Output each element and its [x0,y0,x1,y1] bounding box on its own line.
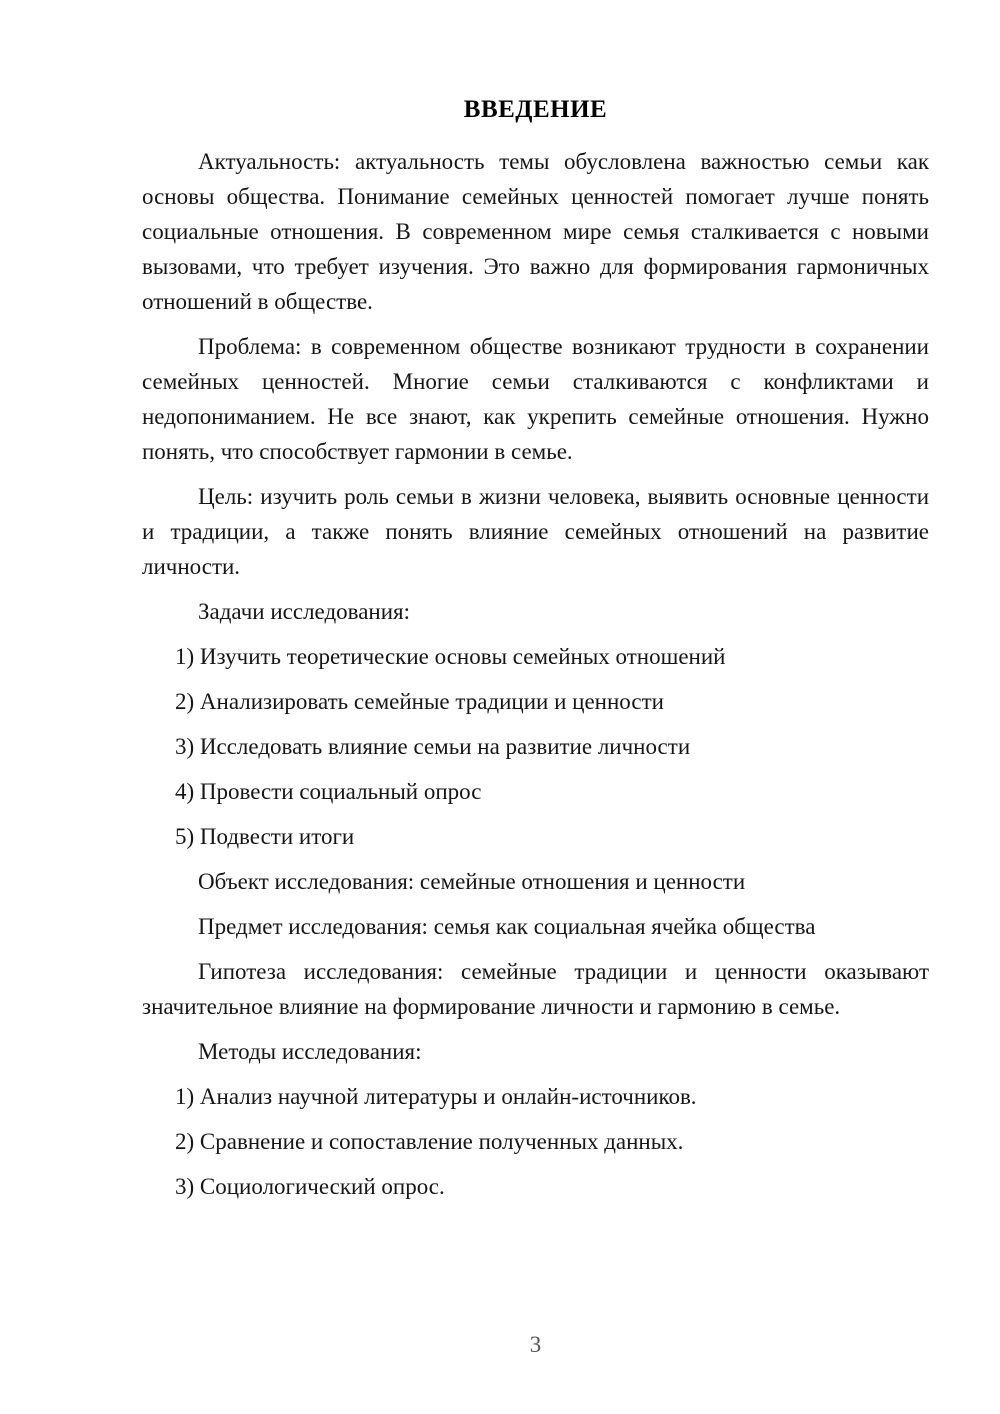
paragraph-object: Объект исследования: семейные отношения и ценности [198,869,746,894]
page-number: 3 [529,1332,542,1357]
paragraph-subject: Предмет исследования: семья как социальная ячейка общества [198,914,816,939]
method-item-3: 3) Социологический опрос. [175,1174,445,1199]
tasks-label: Задачи исследования: [198,599,411,624]
task-item-1: 1) Изучить теоретические основы семейных отношений [175,644,726,669]
page-content [142,97,929,1214]
task-item-5: 5) Подвести итоги [175,824,355,849]
paragraph-hypothesis: Гипотеза исследования: семейные традиции и ценности оказывают значительное влияние на формирование личности и гармонию в семье. [142,959,929,1019]
method-item-1: 1) Анализ научной литературы и онлайн-источников. [175,1084,697,1109]
page-title: ВВЕДЕНИЕ [463,96,608,123]
paragraph-problem: Проблема: в современном обществе возникают трудности в сохранении семейных ценностей. Многие семьи сталкиваются с конфликтами и недопониманием. Не все знают, как укрепить семейные отношения. Нужно понять, что способствует гармонии в семье. [142,334,929,464]
methods-label: Методы исследования: [198,1039,422,1064]
method-item-2: 2) Сравнение и сопоставление полученных данных. [175,1129,684,1154]
paragraph-actuality: Актуальность: актуальность темы обусловлена важностью семьи как основы общества. Понимание семейных ценностей помогает лучше понять социальные отношения. В современном мире семья сталкивается с новыми вызовами, что требует изучения. Это важно для формирования гармоничных отношений в обществе. [142,149,929,314]
task-item-2: 2) Анализировать семейные традиции и ценности [175,689,664,714]
paragraph-goal: Цель: изучить роль семьи в жизни человека, выявить основные ценности и традиции, а также понять влияние семейных отношений на развитие личности. [142,484,929,579]
task-item-4: 4) Провести социальный опрос [175,779,482,804]
task-item-3: 3) Исследовать влияние семьи на развитие личности [175,734,691,759]
